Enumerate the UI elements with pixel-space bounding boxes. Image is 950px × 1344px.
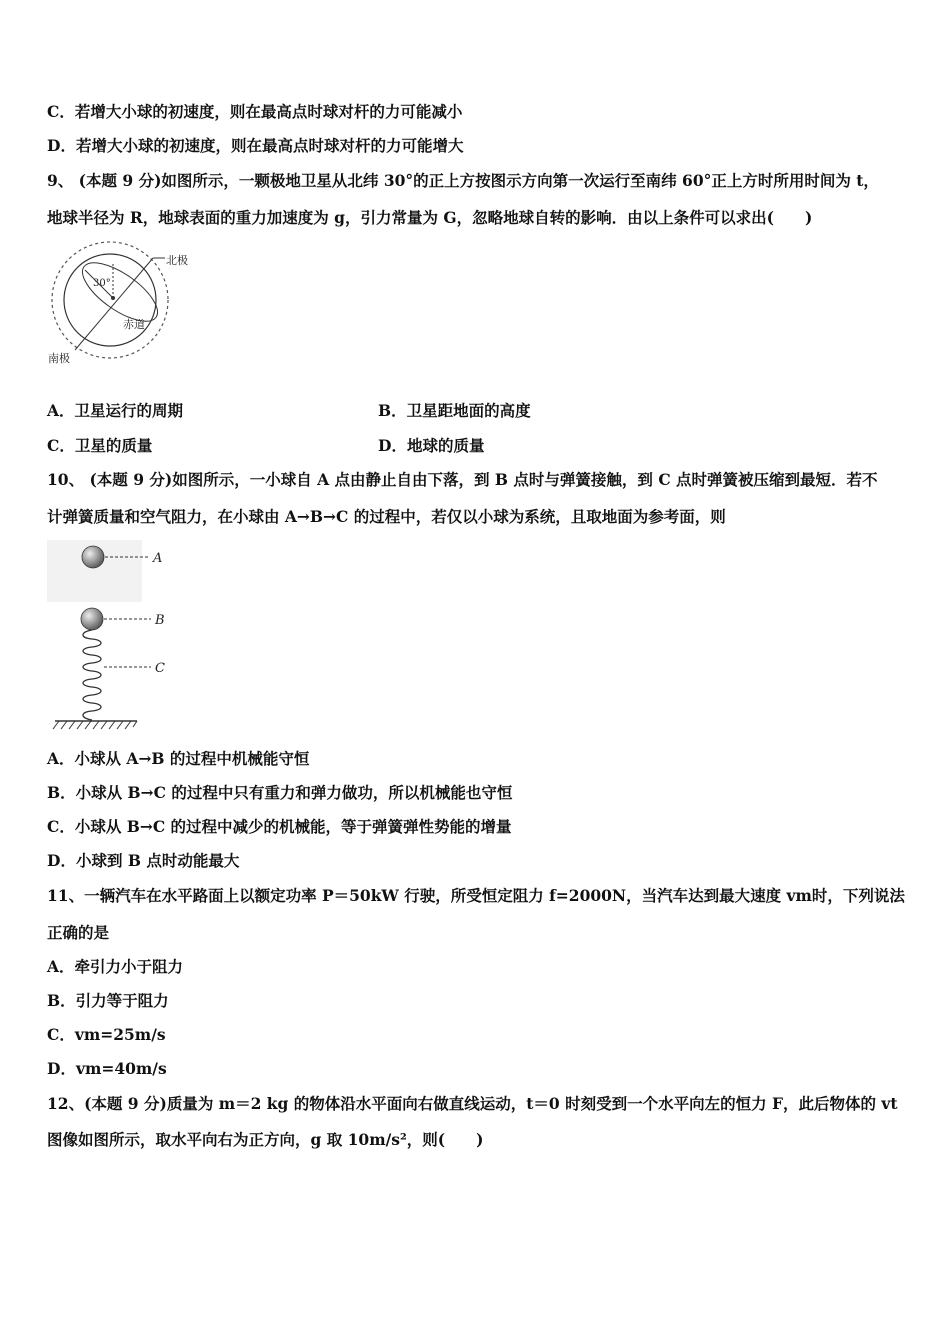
q11-stem-line1: 11、一辆汽车在水平路面上以额定功率 P＝50kW 行驶，所受恒定阻力 f=2000N，当汽车达到最大速度 vm时，下列说法 [47, 886, 905, 905]
label-a: A [153, 551, 163, 566]
q11-option-c: C．vm=25m/s [47, 1025, 166, 1044]
angle-label: 30° [93, 278, 111, 289]
center-dot [111, 296, 115, 300]
q9-option-b: B．卫星距地面的高度 [378, 401, 531, 420]
q9-option-c: C．卫星的质量 [47, 436, 153, 455]
q11-option-d: D．vm=40m/s [47, 1059, 167, 1078]
q11-option-b: B．引力等于阻力 [47, 991, 169, 1010]
q8-option-d: D．若增大小球的初速度，则在最高点时球对杆的力可能增大 [47, 136, 464, 155]
q11-option-a: A．牵引力小于阻力 [47, 957, 184, 976]
orbit-circle [52, 242, 168, 358]
q10-stem-line1: 10、 (本题 9 分)如图所示，一小球自 A 点由静止自由下落，到 B 点时与弹簧接触，到 C 点时弹簧被压缩到最短．若不 [47, 470, 878, 489]
q9-option-a: A．卫星运行的周期 [47, 401, 184, 420]
label-c: C [155, 661, 165, 676]
q9-stem-line2: 地球半径为 R，地球表面的重力加速度为 g，引力常量为 G，忽略地球自转的影响．由以上条件可以求出( ) [47, 208, 813, 227]
q9-earth-figure [45, 240, 200, 370]
ground-hatching [53, 721, 137, 729]
north-pole-label: 北极 [166, 254, 188, 267]
q9-option-d: D．地球的质量 [378, 436, 485, 455]
q10-option-b: B．小球从 B→C 的过程中只有重力和弹力做功，所以机械能也守恒 [47, 783, 513, 802]
q9-stem-line1: 9、 (本题 9 分)如图所示，一颗极地卫星从北纬 30°的正上方按图示方向第一次运行至南纬 60°正上方时所用时间为 t， [47, 171, 879, 190]
ball-at-a [82, 546, 104, 568]
q10-stem-line2: 计弹簧质量和空气阻力，在小球由 A→B→C 的过程中，若仅以小球为系统，且取地面为参考面，则 [47, 507, 726, 526]
q10-option-a: A．小球从 A→B 的过程中机械能守恒 [47, 749, 310, 768]
q11-stem-line2: 正确的是 [47, 923, 110, 942]
q12-stem-line1: 12、(本题 9 分)质量为 m＝2 kg 的物体沿水平面向右做直线运动，t＝0 时刻受到一个水平向左的恒力 F，此后物体的 vt [47, 1094, 898, 1113]
south-pole-label: 南极 [48, 352, 70, 365]
spring [83, 630, 101, 720]
ball-at-b [81, 608, 103, 630]
earth-circle [64, 254, 156, 346]
q8-option-c: C．若增大小球的初速度，则在最高点时球对杆的力可能减小 [47, 102, 463, 121]
q10-option-d: D．小球到 B 点时动能最大 [47, 851, 240, 870]
equator-ellipse [74, 252, 167, 332]
q10-spring-figure [45, 538, 180, 733]
label-b: B [155, 613, 165, 628]
q12-stem-line2: 图像如图所示，取水平向右为正方向，g 取 10m/s²，则( ) [47, 1130, 484, 1149]
equator-label: 赤道 [123, 318, 145, 331]
q10-option-c: C．小球从 B→C 的过程中减少的机械能，等于弹簧弹性势能的增量 [47, 817, 512, 836]
